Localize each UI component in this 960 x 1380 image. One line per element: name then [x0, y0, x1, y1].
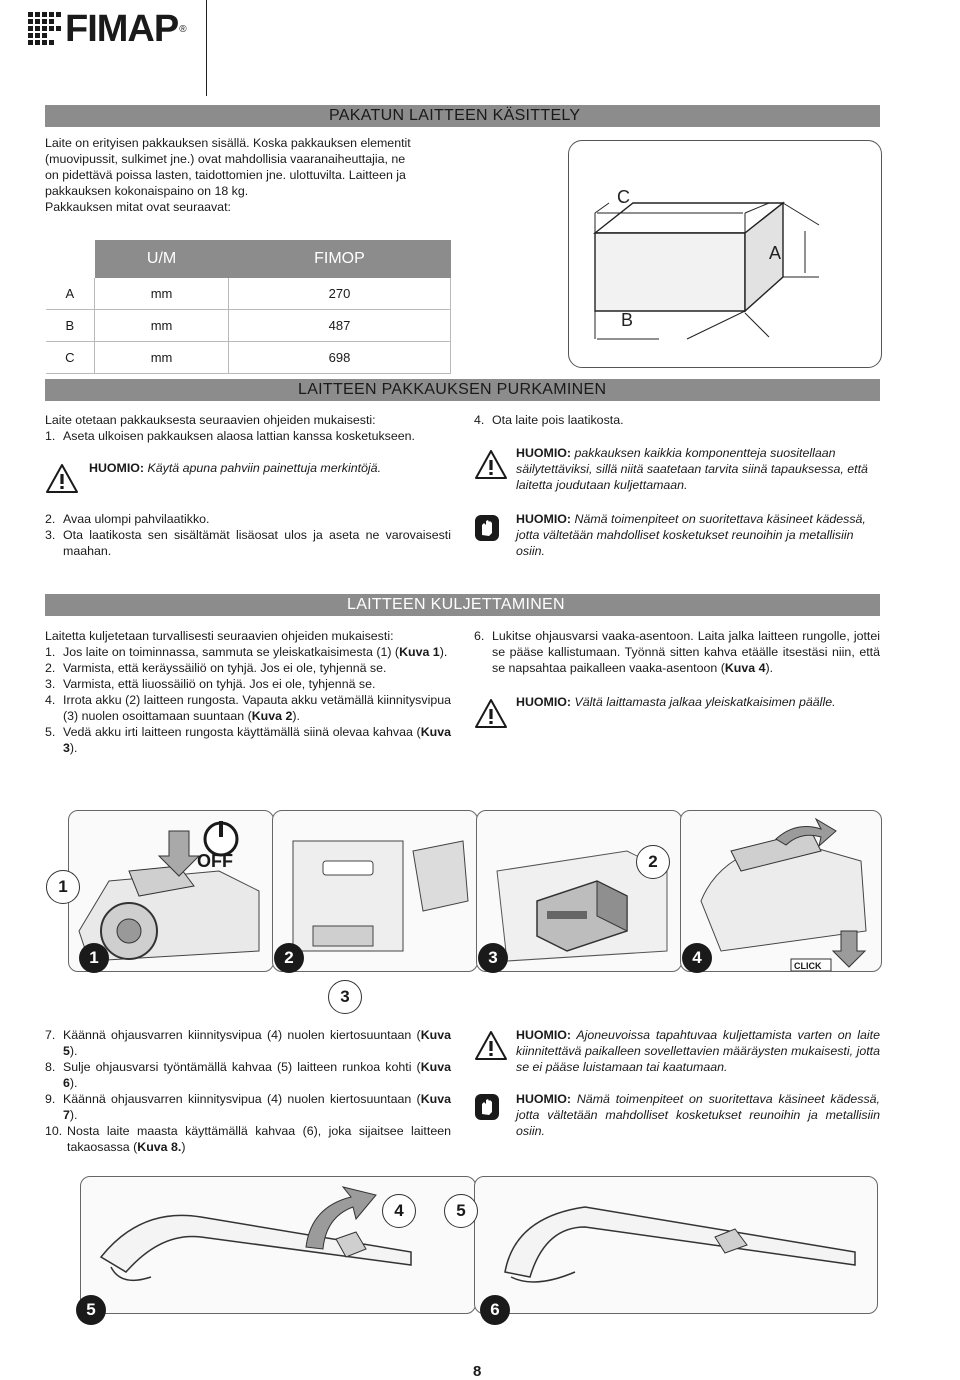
warning-icon: [474, 449, 508, 480]
list-item: [45, 644, 451, 660]
unpacking-left-column: [45, 412, 451, 444]
figure-4-illustration: [681, 811, 881, 971]
paragraph-line: on pidettävä poissa lasten, taidottomien jne. ulottuvilta. Laitteen ja: [45, 168, 406, 182]
step-tail: ).: [292, 709, 300, 723]
list-item: [474, 628, 880, 676]
list-number: 6.: [474, 629, 485, 643]
figure-number: 4: [682, 943, 712, 973]
callout-number: 3: [328, 980, 362, 1014]
list-number: 1.: [45, 645, 56, 659]
table-row: [46, 310, 451, 342]
step-text: Jos laite on toiminnassa, sammuta se yleiskatkaisimesta (1) (: [63, 645, 400, 659]
figure-5: [80, 1176, 476, 1314]
list-number: 8.: [45, 1060, 56, 1074]
off-label: OFF: [197, 851, 233, 871]
section-title: PAKATUN LAITTEEN KÄSITTELY: [329, 107, 581, 124]
figure-ref: Kuva 8.: [137, 1140, 182, 1154]
gloves-note: [516, 1091, 880, 1139]
note-text: Nämä toimenpiteet on suoritettava käsineet kädessä, jotta vältetään mahdolliset kosketukset reunoihin ja metallisiin osiin.: [516, 1092, 880, 1138]
unpacking-step-4: [474, 412, 880, 428]
figure-ref: Kuva 3: [63, 725, 451, 755]
list-number: 5.: [45, 725, 56, 739]
handling-paragraph: [45, 135, 451, 215]
table-cell: 487: [228, 310, 450, 342]
step-tail: ).: [69, 741, 78, 755]
page-number: 8: [473, 1363, 482, 1380]
callout-number: 1: [46, 870, 80, 904]
table-cell: A: [46, 278, 95, 310]
figure-number: 5: [76, 1295, 106, 1325]
note-text: Nämä toimenpiteet on suoritettava käsineet kädessä, jotta vältetään mahdolliset kosketukset reunoihin ja metallisiin osiin.: [516, 512, 866, 558]
logo-dots-icon: [28, 12, 62, 46]
figure-ref: Kuva 7: [63, 1092, 451, 1122]
paragraph-line: (muovipussit, sulkimet jne.) ovat mahdollisia vaaranaiheuttajia, ne: [45, 152, 406, 166]
step-text: Käännä ohjausvarren kiinnitysvipua (4) nuolen kiertosuuntaan (: [63, 1028, 421, 1042]
note-text: Vältä laittamasta jalkaa yleiskatkaisimen päälle.: [571, 695, 836, 709]
list-item: [45, 428, 451, 444]
figure-ref: Kuva 5: [63, 1028, 451, 1058]
package-diagram-frame: [568, 140, 882, 368]
step-tail: ).: [69, 1044, 78, 1058]
figure-4: [680, 810, 882, 972]
list-text: Ota laatikosta sen sisältämät lisäosat ulos ja aseta ne varovaisesti maahan.: [63, 528, 451, 558]
table-cell: 698: [228, 342, 450, 374]
list-item: [45, 1027, 451, 1059]
list-item: [474, 412, 880, 428]
list-text: [63, 1091, 451, 1123]
section-title: LAITTEEN KULJETTAMINEN: [347, 596, 565, 613]
step-tail: ): [181, 1140, 186, 1154]
section-header-handling: [45, 105, 880, 127]
step-text: Nosta laite maasta käyttämällä kahvaa (6), joka sijaitsee laitteen takaosassa (: [67, 1124, 451, 1154]
figure-6-illustration: [475, 1177, 877, 1313]
figure-number: 6: [480, 1295, 510, 1325]
list-item: [45, 527, 451, 559]
table-row: [46, 342, 451, 374]
unpacking-steps-2-3: [45, 511, 451, 559]
gloves-icon: [474, 514, 500, 542]
list-text: Avaa ulompi pahvilaatikko.: [63, 512, 210, 526]
list-item: [45, 511, 451, 527]
package-box-illustration: [569, 141, 881, 367]
logo-text: FIMAP: [65, 8, 179, 50]
list-item: [45, 724, 451, 756]
step-text: Lukitse ohjausvarsi vaaka-asentoon. Laita jalka laitteen rungolle, jottei se pääse kallistumaan. Työnnä sitten kahva etäälle itsestäsi niin, että se napsahtaa paikalleen vaaka-asentoon (: [492, 629, 880, 675]
paragraph-line: Pakkauksen mitat ovat seuraavat:: [45, 200, 231, 214]
figure-number: 1: [79, 943, 109, 973]
gloves-note: [516, 511, 880, 559]
dimensions-table: [45, 240, 451, 374]
intro-text: Laite otetaan pakkauksesta seuraavien ohjeiden mukaisesti:: [45, 413, 376, 427]
list-number: 7.: [45, 1028, 56, 1042]
figure-3: [476, 810, 682, 972]
note-text: pakkauksen kaikkia komponentteja suositellaan säilytettäviksi, sillä niitä saatetaan tarvita siinä tapauksessa, että laitetta joudutaan kuljettamaan.: [516, 446, 868, 492]
callout-number: 5: [444, 1194, 478, 1228]
list-text: Aseta ulkoisen pakkauksen alaosa lattian kanssa kosketukseen.: [63, 429, 415, 443]
list-text: [67, 1123, 451, 1155]
click-label: CLICK: [794, 961, 822, 971]
table-header-row: [46, 241, 451, 278]
figure-2-illustration: [273, 811, 477, 971]
figure-3-illustration: [477, 811, 681, 971]
note-label: HUOMIO:: [89, 461, 145, 475]
list-number: 10.: [45, 1124, 63, 1138]
section-title: LAITTEEN PAKKAUKSEN PURKAMINEN: [298, 381, 607, 398]
list-number: 4.: [45, 693, 56, 707]
list-text: [63, 1059, 451, 1091]
fimap-logo: [28, 8, 187, 50]
note-text: Ajoneuvoissa tapahtuvaa kuljettamista varten on laite kiinnitettävä paikalleen sovellettavien määräysten mukaisesti, jotta se ei pääse luistamaan tai kaatumaan.: [516, 1028, 880, 1074]
list-number: 3.: [45, 528, 56, 542]
section-header-unpacking: [45, 379, 880, 401]
list-text: [63, 692, 451, 724]
step-tail: ).: [765, 661, 774, 675]
table-header-unit: U/M: [95, 241, 229, 278]
step-text: Sulje ohjausvarsi työntämällä kahvaa (5) laitteen runkoa kohti (: [63, 1060, 421, 1074]
figure-ref: Kuva 4: [724, 661, 766, 675]
list-text: [492, 628, 880, 676]
step-tail: ).: [69, 1076, 78, 1090]
warning-note: [516, 1027, 880, 1075]
step-tail: ).: [439, 645, 448, 659]
transport-right-column: [474, 628, 880, 676]
list-item: [45, 1059, 451, 1091]
list-text: [63, 724, 451, 756]
table-row: [46, 278, 451, 310]
figure-5-illustration: [81, 1177, 475, 1313]
warning-note: [516, 445, 880, 493]
list-text: Ota laite pois laatikosta.: [492, 413, 624, 427]
list-number: 3.: [45, 677, 56, 691]
warning-icon: [474, 1030, 508, 1061]
step-tail: ).: [69, 1108, 78, 1122]
paragraph-line: Laite on erityisen pakkauksen sisällä. Koska pakkauksen elementit: [45, 136, 411, 150]
figure-2: [272, 810, 478, 972]
callout-number: 2: [636, 845, 670, 879]
transport-left-column: [45, 628, 451, 756]
figure-6: [474, 1176, 878, 1314]
paragraph-line: pakkauksen kokonaispaino on 18 kg.: [45, 184, 249, 198]
table-cell: C: [46, 342, 95, 374]
note-label: HUOMIO:: [516, 1028, 572, 1042]
logo-reg-mark: ®: [179, 23, 187, 35]
table-cell: mm: [95, 310, 229, 342]
list-item: [45, 1123, 451, 1155]
section-header-transport: [45, 594, 880, 616]
warning-note: [89, 460, 449, 476]
table-cell: B: [46, 310, 95, 342]
warning-icon: [474, 698, 508, 729]
header-divider: [206, 0, 207, 96]
note-label: HUOMIO:: [516, 1092, 572, 1106]
dim-label-c: C: [617, 187, 630, 207]
intro-text: Laitetta kuljetetaan turvallisesti seuraavien ohjeiden mukaisesti:: [45, 629, 394, 643]
list-number: 1.: [45, 429, 56, 443]
list-item: [45, 676, 451, 692]
list-item: [45, 692, 451, 724]
list-item: [45, 660, 451, 676]
table-header-blank: [46, 241, 95, 278]
step-text: Irrota akku (2) laitteen rungosta. Vapauta akku vetämällä kiinnitysvipua (3) nuolen osoittamaan suuntaan (: [63, 693, 451, 723]
dim-label-b: B: [621, 310, 634, 330]
gloves-icon: [474, 1093, 500, 1121]
warning-note: [516, 694, 880, 710]
transport-steps-7-10: [45, 1027, 451, 1155]
warning-icon: [45, 463, 79, 494]
note-label: HUOMIO:: [516, 446, 572, 460]
list-text: Varmista, että keräyssäiliö on tyhjä. Jos ei ole, tyhjennä se.: [63, 661, 387, 675]
figure-ref: Kuva 2: [251, 709, 293, 723]
list-text: [63, 644, 451, 660]
list-number: 4.: [474, 413, 485, 427]
figure-number: 3: [478, 943, 508, 973]
note-text: Käytä apuna pahviin painettuja merkintöjä.: [144, 461, 382, 475]
note-label: HUOMIO:: [516, 695, 572, 709]
list-number: 9.: [45, 1092, 56, 1106]
list-number: 2.: [45, 512, 56, 526]
dim-label-a: A: [769, 243, 782, 263]
table-cell: mm: [95, 278, 229, 310]
list-item: [45, 1091, 451, 1123]
list-text: Varmista, että liuossäiliö on tyhjä. Jos ei ole, tyhjennä se.: [63, 677, 376, 691]
table-cell: 270: [228, 278, 450, 310]
step-text: Vedä akku irti laitteen rungosta käyttämällä siinä olevaa kahvaa (: [63, 725, 421, 739]
step-text: Käännä ohjausvarren kiinnitysvipua (4) nuolen kiertosuuntaan (: [63, 1092, 421, 1106]
list-text: [63, 1027, 451, 1059]
figure-ref: Kuva 6: [63, 1060, 451, 1090]
note-label: HUOMIO:: [516, 512, 572, 526]
figure-number: 2: [274, 943, 304, 973]
table-cell: mm: [95, 342, 229, 374]
figure-ref: Kuva 1: [399, 645, 440, 659]
list-number: 2.: [45, 661, 56, 675]
callout-number: 4: [382, 1194, 416, 1228]
table-header-model: FIMOP: [228, 241, 450, 278]
